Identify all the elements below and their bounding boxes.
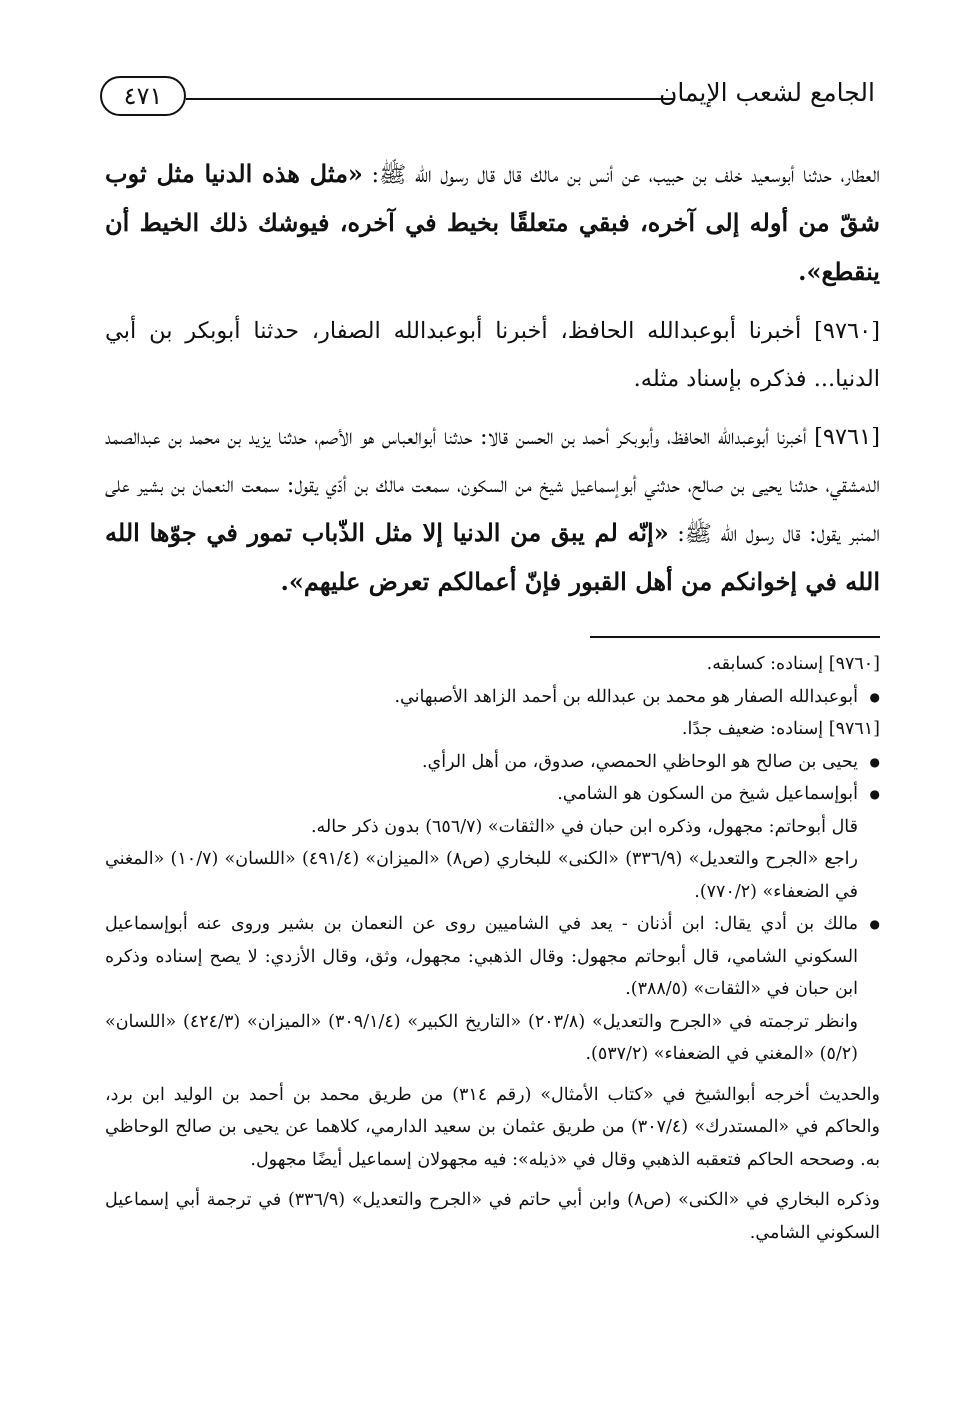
footnote-detail: راجع «الجرح والتعديل» (٣٣٦/٩) «الكنى» للبخاري (ص٨) «الميزان» (٤٩١/٤) «اللسان» (١٠/٧) «المغني في الضعفاء» (٧٧٠/٢). bbox=[105, 849, 859, 902]
footnote-bullet: ● أبوعبدالله الصفار هو محمد بن عبدالله بن أحمد الزاهد الأصبهاني. bbox=[105, 681, 880, 714]
paragraph-9761 bbox=[105, 413, 880, 607]
footnote-heading: [٩٧٦٠] إسناده: كسابقه. bbox=[706, 654, 880, 674]
footnote-bullet: ● أبوإسماعيل شيخ من السكون هو الشامي. bbox=[105, 778, 880, 811]
paragraph-9760: [٩٧٦٠] أخبرنا أبوعبدالله الحافظ، أخبرنا أبوعبدالله الصفار، حدثنا أبوبكر بن أبي الدنيا... فذكره بإسناد مثله. bbox=[105, 318, 880, 392]
footnote-detail: قال أبوحاتم: مجهول، وذكره ابن حبان في «الثقات» (٦٥٦/٧) بدون ذكر حاله. bbox=[310, 816, 858, 837]
page-header bbox=[100, 72, 875, 124]
footnote-paragraph: وذكره البخاري في «الكنى» (ص٨) وابن أبي حاتم في «الجرح والتعديل» (٣٣٦/٩) في ترجمة أبي إسماعيل السكوني الشامي. bbox=[105, 1190, 880, 1243]
header-rule bbox=[186, 98, 675, 100]
running-title: الجامع لشعب الإيمان bbox=[658, 78, 875, 107]
footnote-separator bbox=[590, 636, 880, 638]
narration-chain: [٩٧٦١] أخبرنا أبوعبدالله الحافظ، وأبوبكر أحمد بن الحسن قالا: حدثنا أبوالعباس هو الأصم، حدثنا يزيد بن محمد بن عبدالصمد الدمشقي، حدثنا يحيى بن صالح، حدثني أبوإسماعيل شيخ من السكون، سمعت مالك بن أدّي يقول: سمعت النعمان بن بشير على المنبر يقول: قال رسول الله ﷺ: bbox=[105, 424, 881, 547]
footnote-paragraph: والحديث أخرجه أبوالشيخ في «كتاب الأمثال» (رقم ٣١٤) من طريق محمد بن أحمد بن الوليد ابن برد، والحاكم في «المستدرك» (٣٠٧/٤) من طريق عثمان بن سعيد الدارمي، كلاهما عن يحيى بن صالح الوحاظي به. وصححه الحاكم فتعقبه الذهبي وقال في «ذيله»: فيه مجهولان إسماعيل أيضًا مجهول. bbox=[105, 1084, 880, 1170]
hadith-text: «مثل هذه الدنيا مثل ثوب شقّ من أوله إلى آخره، فبقي متعلقًا بخيط في آخره، فيوشك ذلك الخيط أن ينقطع». bbox=[105, 159, 880, 286]
narration-chain: العطار، حدثنا أبوسعيد خلف بن حبيب، عن أنس بن مالك قال قال رسول الله ﷺ: bbox=[371, 162, 881, 188]
footnotes bbox=[105, 648, 880, 1249]
footnote-heading: [٩٧٦١] إسناده: ضعيف جدًا. bbox=[681, 719, 880, 739]
footnote-detail: وانظر ترجمته في «الجرح والتعديل» (٢٠٣/٨) «التاريخ الكبير» (٣٠٩/١/٤) «الميزان» (٤٢٤/٣) «اللسان» (٥/٢) «المغني في الضعفاء» (٥٣٧/٢). bbox=[105, 1011, 859, 1064]
main-text bbox=[105, 150, 880, 617]
footnote-bullet: ● يحيى بن صالح هو الوحاظي الحمصي، صدوق، من أهل الرأي. bbox=[105, 746, 880, 779]
hadith-text: «إنّه لم يبق من الدنيا إلا مثل الذّباب تمور في جوّها الله الله في إخوانكم من أهل القبور فإنّ أعمالكم تعرض عليهم». bbox=[105, 518, 880, 596]
footnote-bullet: ● مالك بن أدي يقال: ابن أذنان - يعد في الشاميين روى عن النعمان بن بشير وروى عنه أبوإسماعيل السكوني الشامي، قال أبوحاتم مجهول: وقال الذهبي: مجهول، وثق، وقال الأزدي: لا يصح إسناده وذكره ابن حبان في «الثقات» (٣٨٨/٥). bbox=[105, 908, 880, 1006]
paragraph-continuation bbox=[105, 150, 880, 297]
page-number: ٤٧١ bbox=[100, 76, 186, 116]
